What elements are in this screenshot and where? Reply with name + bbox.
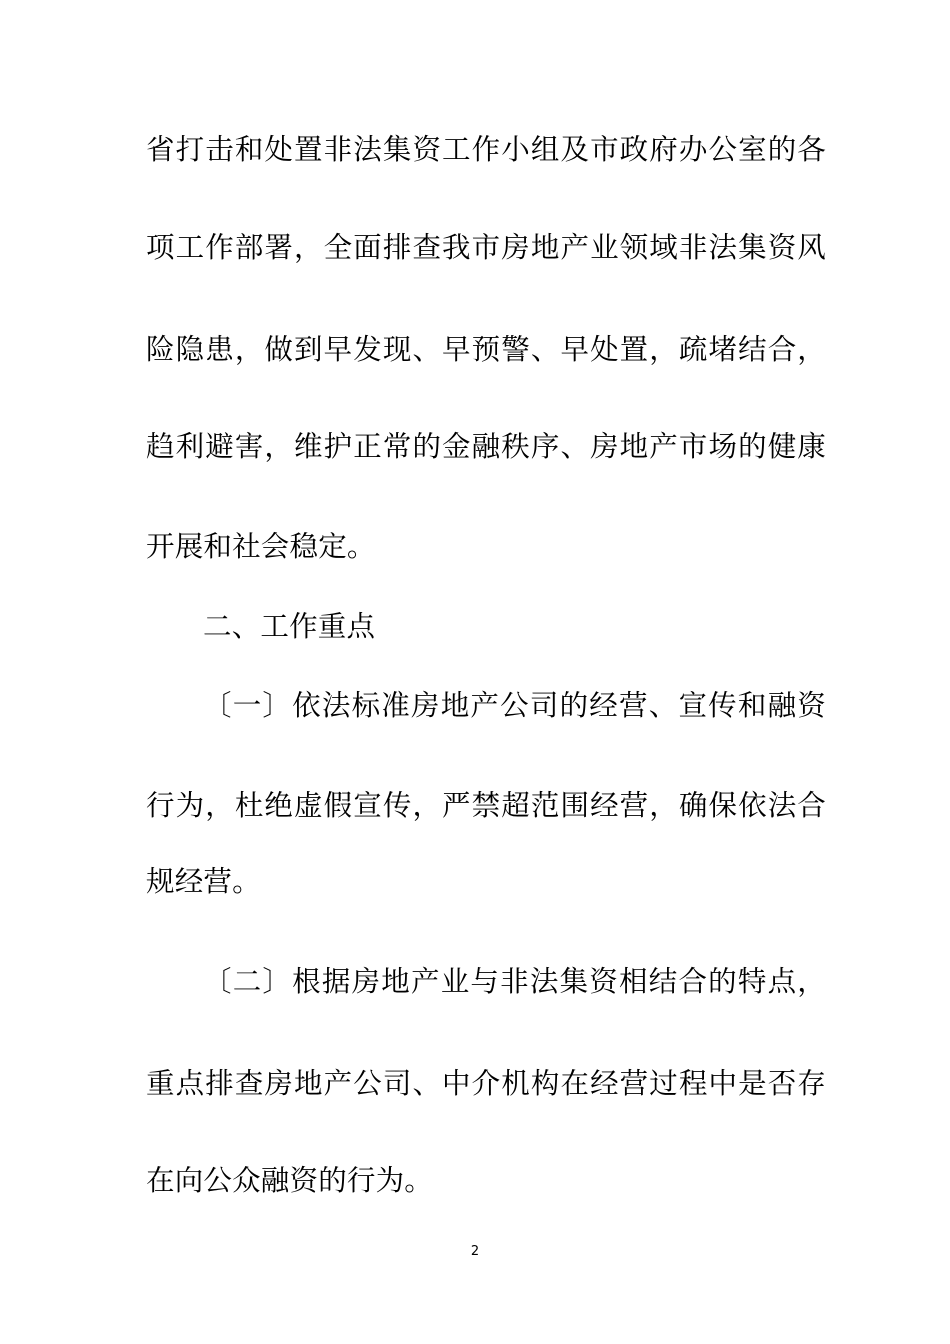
paragraph-line: 在向公众融资的行为。 <box>146 1164 434 1197</box>
paragraph-line: 开展和社会稳定。 <box>146 530 376 563</box>
paragraph-line: 〔二〕根据房地产业与非法集资相结合的特点， <box>203 965 826 998</box>
paragraph-line: 险隐患，做到早发现、早预警、早处置，疏堵结合， <box>146 333 826 366</box>
paragraph-line: 〔一〕依法标准房地产公司的经营、宣传和融资 <box>203 689 826 722</box>
paragraph-line: 项工作部署，全面排查我市房地产业领域非法集资风 <box>146 231 826 264</box>
paragraph-line: 行为，杜绝虚假宣传，严禁超范围经营，确保依法合 <box>146 789 826 822</box>
paragraph-line: 重点排查房地产公司、中介机构在经营过程中是否存 <box>146 1067 826 1100</box>
paragraph-line: 趋利避害，维护正常的金融秩序、房地产市场的健康 <box>146 430 826 463</box>
paragraph-line: 规经营。 <box>146 865 261 898</box>
paragraph-line: 省打击和处置非法集资工作小组及市政府办公室的各 <box>146 133 826 166</box>
section-heading: 二、工作重点 <box>203 610 376 643</box>
page-number: 2 <box>470 1244 480 1259</box>
